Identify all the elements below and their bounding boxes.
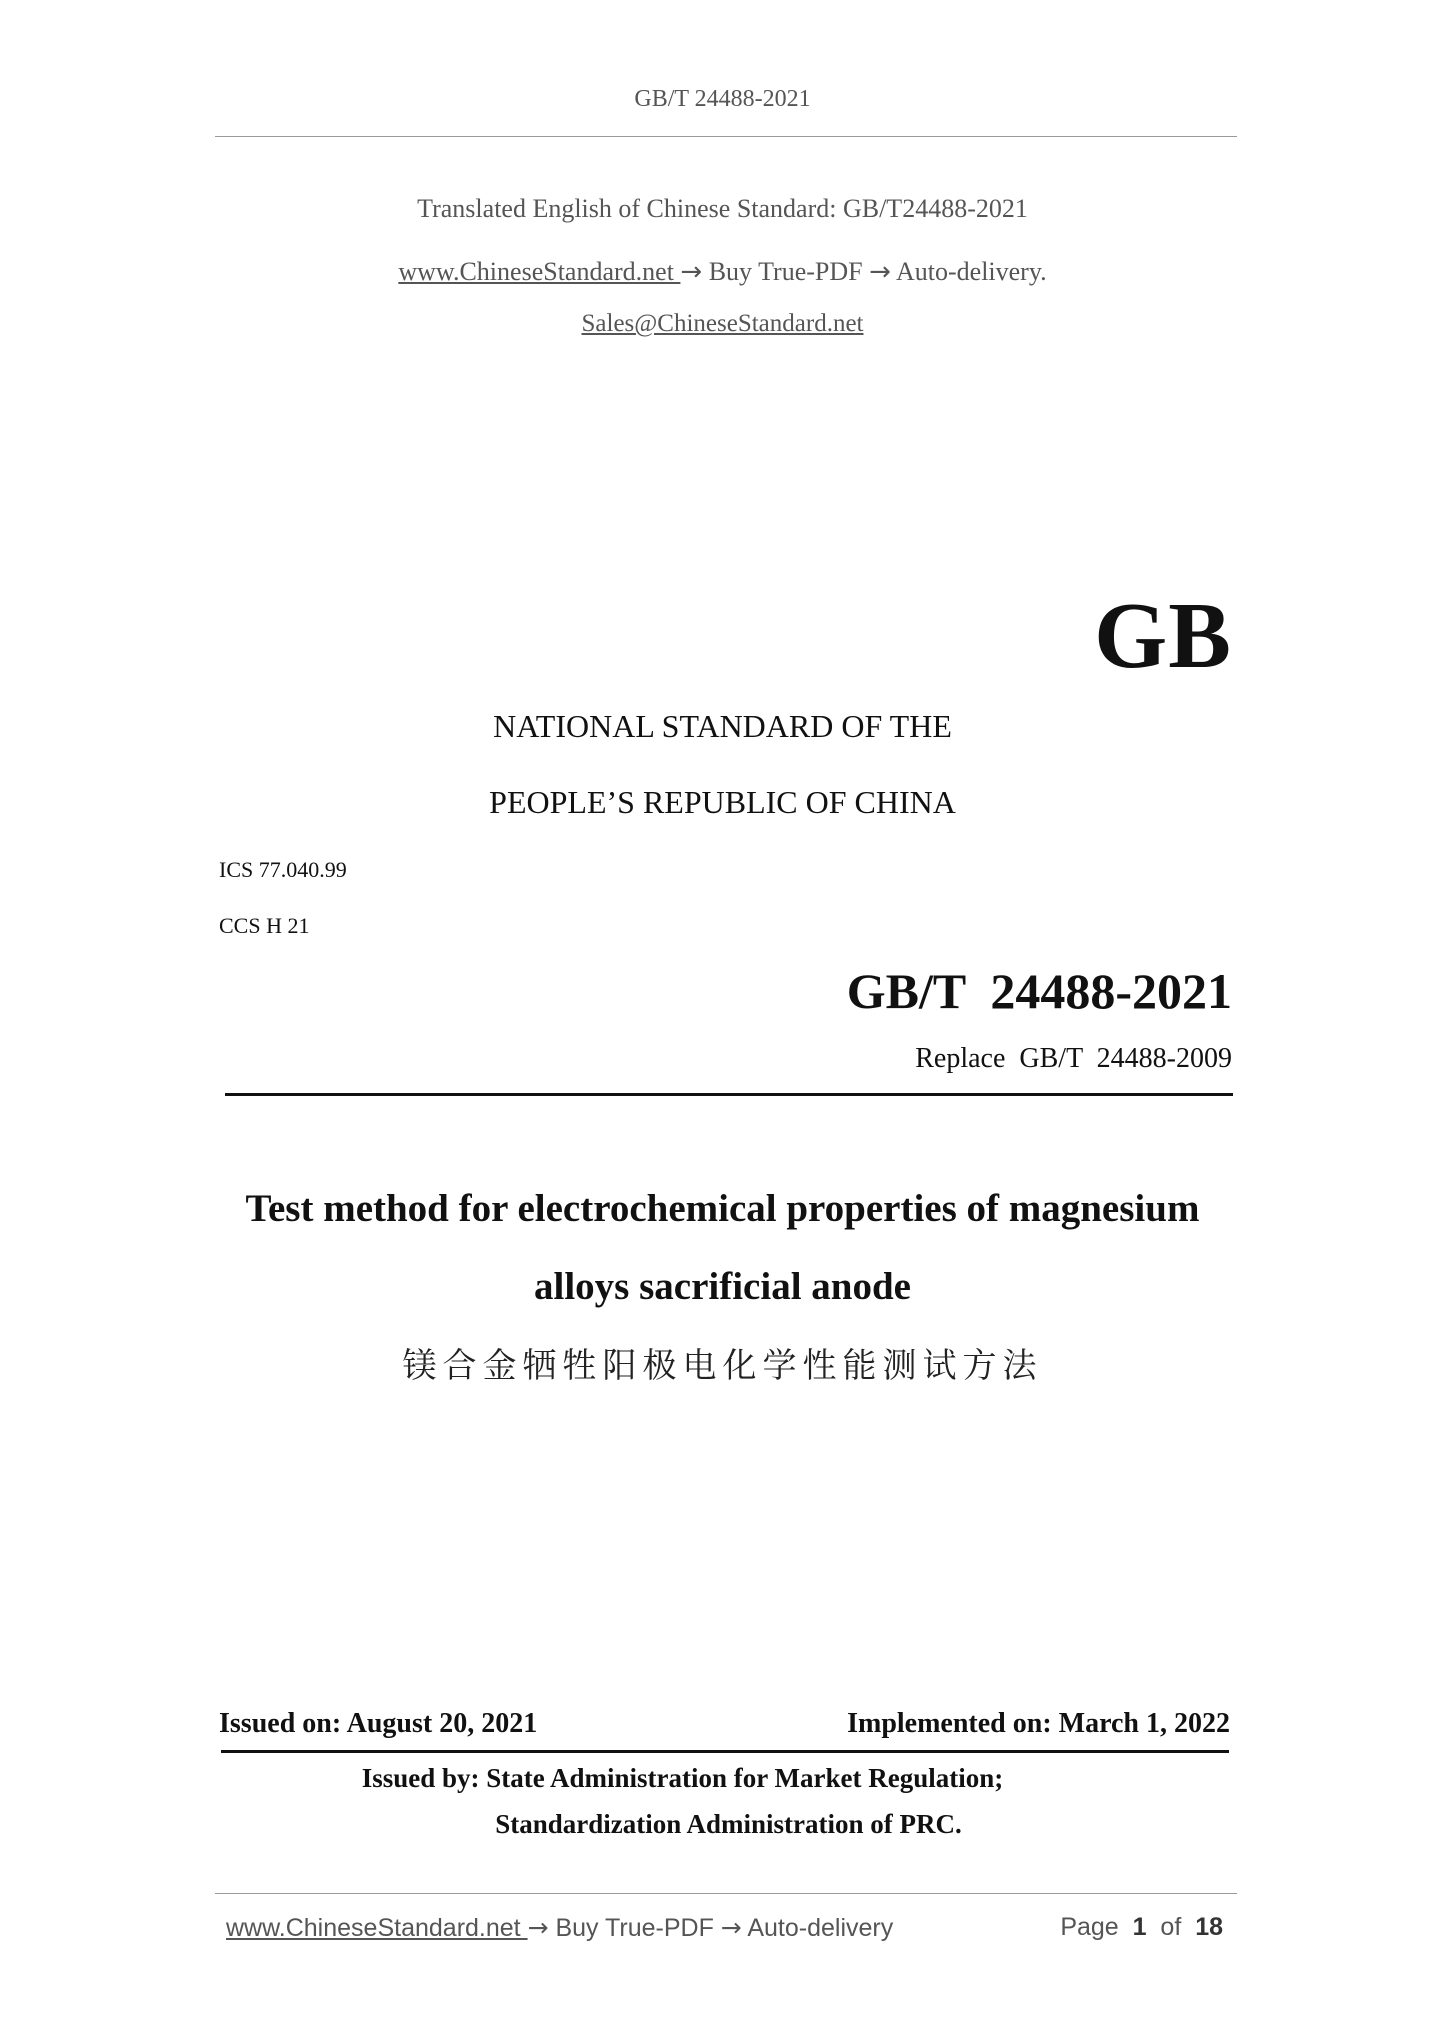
replace-note: Replace GB/T 24488-2009 (915, 1043, 1232, 1074)
arrow-right-icon: → (527, 1913, 549, 1942)
auto-delivery-text: Auto-delivery. (896, 257, 1047, 286)
translation-notice: Translated English of Chinese Standard: GB/T24488-2021 (417, 194, 1028, 223)
ics-code: ICS 77.040.99 (219, 857, 347, 882)
page-current: 1 (1132, 1913, 1147, 1941)
footer-rule (215, 1893, 1237, 1894)
document-title-line-1: Test method for electrochemical properties of magnesium (245, 1187, 1200, 1230)
header-rule (215, 136, 1237, 137)
page-indicator (1060, 1913, 1223, 1942)
page-of: of (1160, 1913, 1182, 1941)
arrow-right-icon: → (680, 257, 703, 287)
issued-by-text-2: Standardization Administration of PRC. (495, 1809, 962, 1839)
page-label: Page (1060, 1913, 1119, 1941)
gb-logo: GB (1094, 584, 1232, 688)
issued-by-line-1 (0, 1763, 1445, 1794)
arrow-right-icon: → (869, 257, 891, 287)
buy-true-pdf-text: Buy True-PDF (708, 257, 863, 286)
standard-number: GB/T 24488-2021 (846, 963, 1232, 1019)
footer-purchase-line (226, 1913, 893, 1943)
document-title-line-2: alloys sacrificial anode (534, 1265, 911, 1308)
footer-buy-text: Buy True-PDF (555, 1914, 714, 1942)
arrow-right-icon: → (720, 1913, 742, 1942)
page-total: 18 (1195, 1913, 1223, 1941)
dates-divider (221, 1750, 1229, 1753)
running-header: GB/T 24488-2021 (634, 86, 811, 112)
title-divider (225, 1093, 1233, 1096)
implemented-on-date: Implemented on: March 1, 2022 (847, 1708, 1230, 1739)
footer-site-link[interactable]: www.ChineseStandard.net (226, 1914, 528, 1942)
purchase-line (0, 257, 1445, 287)
issued-by-line-2 (0, 1809, 1445, 1840)
footer-delivery-text: Auto-delivery (747, 1914, 894, 1942)
national-standard-line-1: NATIONAL STANDARD OF THE (493, 708, 952, 744)
document-title-chinese: 镁合金牺牲阳极电化学性能测试方法 (402, 1346, 1043, 1386)
site-link[interactable]: www.ChineseStandard.net (398, 257, 681, 286)
issued-by-text-1: Issued by: State Administration for Market Regulation; (361, 1763, 1004, 1793)
sales-email-link[interactable]: Sales@ChineseStandard.net (581, 310, 864, 337)
national-standard-line-2: PEOPLE’S REPUBLIC OF CHINA (489, 784, 956, 820)
issued-on-date: Issued on: August 20, 2021 (219, 1708, 538, 1739)
sales-line (0, 310, 1445, 338)
ccs-code: CCS H 21 (219, 913, 310, 938)
